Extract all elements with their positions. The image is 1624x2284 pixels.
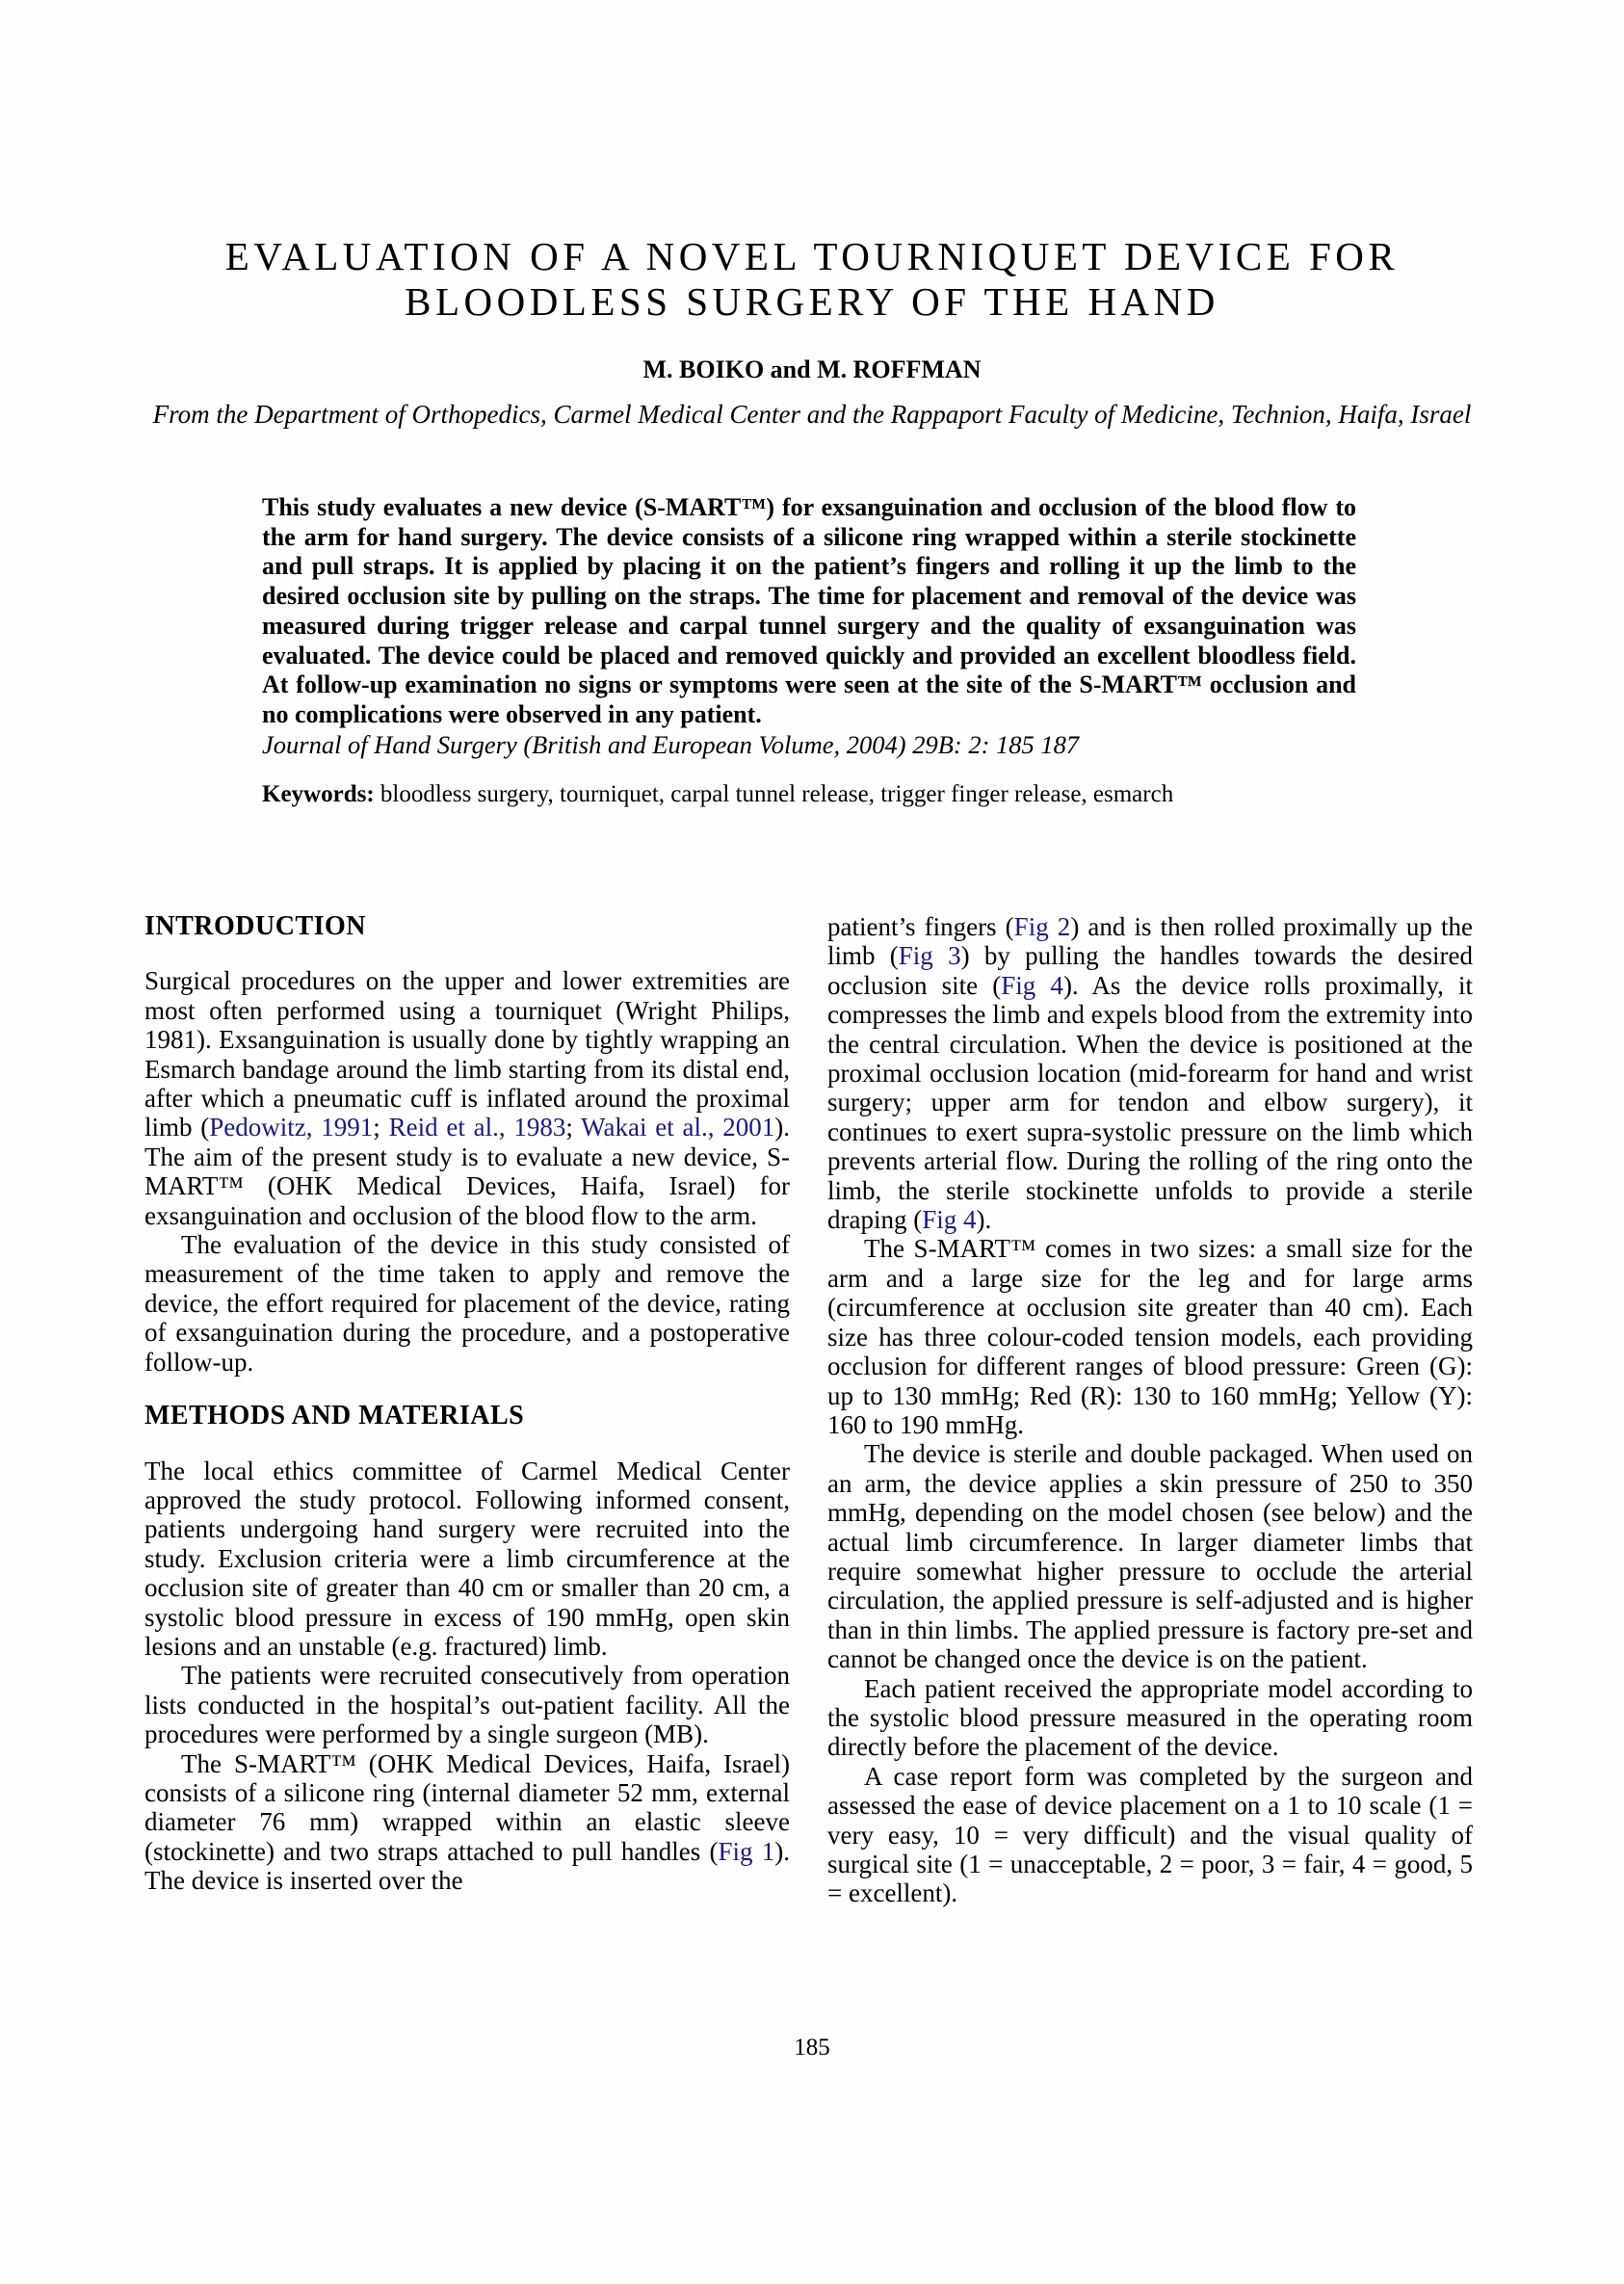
- abstract-block: [262, 493, 1356, 759]
- text-run: ). As the device rolls proximally, it compresses the limb and expels blood from the extremity into the central circulation. When the device is positioned at the proximal occlusion location (mid-forearm for hand and wrist surgery; upper arm for tendon and elbow surgery), it continues to exert supra-systolic pressure on the limb which prevents arterial flow. During the rolling of the ring onto the limb, the sterile stockinette unfolds to provide a sterile draping (: [827, 970, 1473, 1235]
- abstract-text: [262, 493, 1356, 730]
- text-run: The S-MART™ (OHK Medical Devices, Haifa, Israel) consists of a silicone ring (internal diameter 52 mm, external diameter 76 mm) wrapped within an elastic sleeve (stockinette) and two straps attached to pull handles (: [144, 1748, 790, 1866]
- text-run: ) by pulling the handles towards the desired occlusion site (: [827, 941, 1473, 1000]
- citation-link[interactable]: Fig 3: [898, 941, 961, 971]
- keywords-label: Keywords:: [262, 781, 375, 807]
- paragraph: [144, 1749, 790, 1896]
- text-run: The local ethics committee of Carmel Medical Center approved the study protocol. Following informed consent, patients undergoing hand surgery were recruited into the study. Exclusion criteria were a limb circumference at the occlusion site of greater than 40 cm or smaller than 20 cm, a systolic blood pressure in excess of 190 mmHg, open skin lesions and an unstable (e.g. fractured) limb.: [144, 1456, 790, 1661]
- citation-link[interactable]: Fig 4: [1001, 970, 1063, 1000]
- text-run: ) and is then rolled proximally up the limb (: [827, 912, 1473, 971]
- paragraph: [827, 1234, 1473, 1439]
- paragraph: [827, 912, 1473, 1234]
- text-run: Surgical procedures on the upper and lower extremities are most often performed using a tourniquet (Wright Philips, 1981). Exsanguination is usually done by tightly wrapping an Esmarch bandage around the limb starting from its distal end, after which a pneumatic cuff is inflated around the proximal limb (: [144, 966, 790, 1142]
- citation-link[interactable]: Wakai et al., 2001: [581, 1113, 775, 1142]
- text-run: ;: [373, 1113, 389, 1142]
- text-run: Each patient received the appropriate model according to the systolic blood pressure measured in the operating room directly before the placement of the device.: [827, 1673, 1473, 1762]
- text-run: ). The device is inserted over the: [144, 1836, 790, 1896]
- text-run: A case report form was completed by the surgeon and assessed the ease of device placement on a 1 to 10 scale (1 = very easy, 10 = very difficult) and the visual quality of surgical site (1 = unacceptable, 2 = poor, 3 = fair, 4 = good, 5 = excellent).: [827, 1761, 1473, 1908]
- paragraph: [144, 1457, 790, 1662]
- keywords-text: bloodless surgery, tourniquet, carpal tunnel release, trigger finger release, esmarch: [380, 781, 1174, 807]
- citation-link[interactable]: Fig 1: [718, 1836, 775, 1866]
- paragraph: [827, 1674, 1473, 1762]
- keywords-line: [262, 780, 1356, 809]
- page-number: 185: [794, 2035, 830, 2061]
- citation-link[interactable]: Fig 2: [1013, 912, 1071, 941]
- paragraph: [827, 1762, 1473, 1908]
- text-run: ;: [565, 1113, 582, 1142]
- paragraph: [144, 1230, 790, 1377]
- text-run: ). The aim of the present study is to evaluate a new device, S-MART™ (OHK Medical Devices, Haifa, Israel) for exsanguination and occlusion of the blood flow to the arm.: [144, 1113, 791, 1230]
- section-heading: INTRODUCTION: [144, 911, 367, 941]
- text-run: The patients were recruited consecutively from operation lists conducted in the hospital’s out-patient facility. All the procedures were performed by a single surgeon (MB).: [144, 1661, 790, 1749]
- text-run: The device is sterile and double packaged. When used on an arm, the device applies a skin pressure of 250 to 350 mmHg, depending on the model chosen (see below) and the actual limb circumference. In larger diameter limbs that require somewhat higher pressure to occlude the arterial circulation, the applied pressure is self-adjusted and is higher than in thin limbs. The applied pressure is factory pre-set and cannot be changed once the device is on the patient.: [827, 1439, 1473, 1674]
- paragraph: [144, 1661, 790, 1748]
- text-run: This study evaluates a new device (S-MART™) for exsanguination and occlusion of the blood flow to the arm for hand surgery. The device consists of a silicone ring wrapped within a sterile stockinette and pull straps. It is applied by placing it on the patient’s fingers and rolling it up the limb to the desired occlusion site by pulling on the straps. The time for placement and removal of the device was measured during trigger release and carpal tunnel surgery and the quality of exsanguination was evaluated. The device could be placed and removed quickly and provided an excellent bloodless field. At follow-up examination no signs or symptoms were seen at the site of the S-MART™ occlusion and no complications were observed in any patient.: [262, 493, 1356, 728]
- two-column-body: [144, 912, 1474, 1908]
- citation-link[interactable]: Reid et al., 1983: [388, 1113, 566, 1142]
- journal-citation: Journal of Hand Surgery (British and European Volume, 2004) 29B: 2: 185 187: [262, 729, 1080, 759]
- article-title: [0, 234, 1624, 325]
- citation-link[interactable]: Fig 4: [922, 1205, 977, 1235]
- paragraph: [827, 1439, 1473, 1673]
- text-run: The S-MART™ comes in two sizes: a small size for the arm and a large size for the leg and for large arms (circumference at occlusion site greater than 40 cm). Each size has three colour-coded tension models, each providing occlusion for different ranges of blood pressure: Green (G): up to 130 mmHg; Red (R): 130 to 160 mmHg; Yellow (Y): 160 to 190 mmHg.: [827, 1234, 1473, 1439]
- right-column: [827, 912, 1473, 1908]
- article-title-line-1: EVALUATION OF A NOVEL TOURNIQUET DEVICE FOR: [224, 234, 1400, 278]
- affiliation-line: From the Department of Orthopedics, Carmel Medical Center and the Rappaport Faculty of Medicine, Technion, Haifa, Israel: [152, 400, 1472, 429]
- text-run: patient’s fingers (: [827, 912, 1014, 941]
- text-run: The evaluation of the device in this study consisted of measurement of the time taken to apply and remove the device, the effort required for placement of the device, rating of exsanguination during the procedure, and a postoperative follow-up.: [144, 1230, 790, 1377]
- citation-link[interactable]: Pedowitz, 1991: [209, 1113, 374, 1142]
- article-title-line-2: BLOODLESS SURGERY OF THE HAND: [405, 279, 1219, 324]
- paragraph: [144, 966, 790, 1230]
- text-run: ).: [976, 1205, 992, 1235]
- authors-line: M. BOIKO and M. ROFFMAN: [642, 355, 982, 383]
- section-heading: METHODS AND MATERIALS: [144, 1401, 525, 1431]
- left-column: [144, 912, 790, 1908]
